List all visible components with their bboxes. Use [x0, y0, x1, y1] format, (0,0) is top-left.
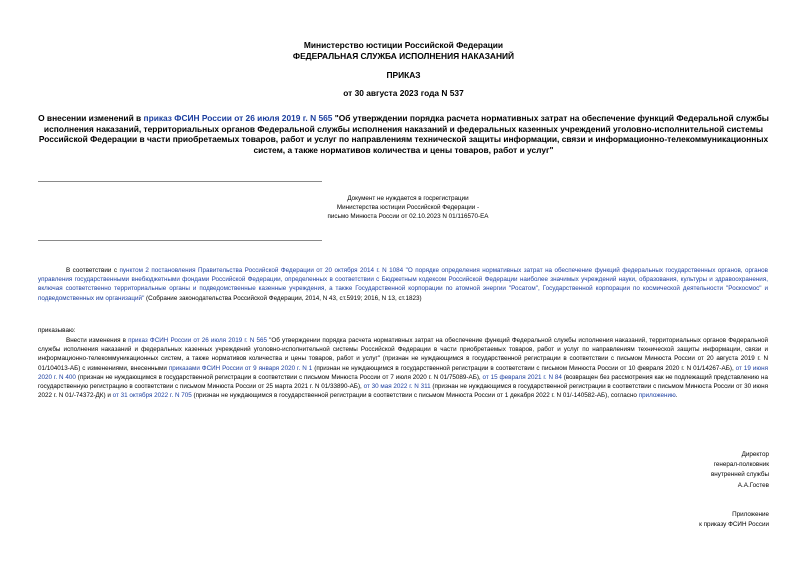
- decree-title-link[interactable]: "О порядке определения нормативных затрат на обеспечение функций федеральных государственных органов, органов управления государственными внебюджетными фондами Российской Федерации, определенных в соответствии с Бюджетным кодексом Российской Федерации наиболее значимых учреждений науки, образования, культуры и здравоохранения, включая соответственно территориальные органы и подведомственные казенные учреждения, а также Государственной корпорации по атомной энергии "Росатом", Государственной корпорации по космической деятельности "Роскосмос" и подведомственных им организаций": [38, 267, 768, 302]
- title-rest: "Об утверждении порядка расчета нормативных затрат на обеспечение функций Федеральной службы исполнения наказаний, территориальных органов Федеральной службы исполнения наказаний и федеральных казенных учреждений уголовно-исполнительной системы Российской Федерации в части приобретаемых товаров, работ и услуг по направлениям технической защиты информации, связи и информационно-телекоммуникационных систем, а также нормативов количества и цены товаров, работ и услуг": [38, 113, 769, 155]
- paragraph-text: (возвращен без рассмотрения как не подлежащий представлению на государственную регистрацию в соответствии с письмом Минюста России от 25 марта 2021 г. N 01/33890-АБ),: [38, 373, 768, 391]
- service-name: ФЕДЕРАЛЬНАЯ СЛУЖБА ИСПОЛНЕНИЯ НАКАЗАНИЙ: [292, 51, 515, 61]
- paragraph-text: (признан не нуждающимся в государственной регистрации в соответствии с письмом Минюста России от 30 июня 2022 г. N 01/-74372-ДК) и: [38, 383, 768, 400]
- registration-note: [288, 194, 528, 222]
- order-705-link[interactable]: от 31 октября 2022 г. N 705: [112, 392, 192, 400]
- decree-link[interactable]: пунктом 2 постановления Правительства Российской Федерации от 20 октября 2014 г. N 1084: [119, 267, 404, 274]
- order-84-link[interactable]: от 15 февраля 2021 г. N 84: [482, 373, 562, 381]
- signature-position: Директор: [741, 451, 769, 458]
- ministry-name: Министерство юстиции Российской Федерации: [303, 40, 504, 50]
- paragraph-text: (признан не нуждающимся в государственной регистрации в соответствии с письмом Минюста России от 1 декабря 2022 г. N 01/-140582-АБ), согласно: [191, 392, 639, 400]
- title-prefix: О внесении изменений в: [38, 113, 144, 123]
- paragraph-text: (признан не нуждающимся в государственной регистрации в соответствии с письмом Минюста России от 7 июля 2020 г. N 01/75089-АБ),: [75, 373, 483, 381]
- order-word: приказываю:: [38, 327, 76, 334]
- signature-rank: генерал-полковник: [713, 461, 769, 469]
- paragraph-text: (Собрание законодательства Российской Федерации, 2014, N 43, ст.5919; 2016, N 13, ст.1823): [144, 294, 422, 302]
- divider-bottom: [38, 240, 322, 241]
- appendix-label: Приложение: [732, 511, 769, 518]
- title-order-link[interactable]: приказ ФСИН России от 26 июля 2019 г. N 565: [143, 113, 333, 123]
- signature-block: [711, 450, 769, 491]
- paragraph-text: В соответствии с: [66, 267, 120, 274]
- appendix-block: [699, 510, 769, 530]
- registration-note-line: Документ не нуждается в госрегистрации: [347, 195, 469, 202]
- registration-note-line: письмо Минюста России от 02.10.2023 N 01/116570-ЕА: [327, 213, 489, 221]
- paragraph-text: (признан не нуждающимся в государственной регистрации в соответствии с письмом Минюста России от 10 февраля 2020 г. N 01/14267-АБ),: [312, 364, 736, 372]
- order-paragraph: [38, 336, 768, 400]
- registration-note-line: Министерства юстиции Российской Федерации -: [336, 204, 480, 212]
- divider-top: [38, 181, 322, 182]
- paragraph-text: "Об утверждении порядка расчета нормативных затрат на обеспечение функций Федеральной службы исполнения наказаний, территориальных органов Федеральной службы исполнения наказаний и федеральных казенных учреждений уголовно-исполнительной системы Российской Федерации в части приобретаемых товаров, работ и услуг по направлениям технической защиты информации, связи и информационно-телекоммуникационных систем, а также нормативов количества и цены товаров, работ и услуг" (признан не нуждающимся в государственной регистрации в соответствии с письмом Минюста России от 20 августа 2019 г. N 01/104013-АБ) с изменениями, внесенными: [38, 337, 768, 372]
- order-400-link[interactable]: от 19 июня 2020 г. N 400: [38, 364, 768, 381]
- signature-name: А.А.Гостев: [737, 481, 769, 489]
- order-565-link[interactable]: приказ ФСИН России от 26 июля 2019 г. N 565: [128, 337, 267, 344]
- paragraph-text: Внести изменения в: [66, 337, 129, 344]
- document-date-number: от 30 августа 2023 года N 537: [343, 88, 464, 98]
- preamble-paragraph: [38, 266, 768, 303]
- appendix-link[interactable]: приложению: [638, 392, 676, 400]
- document-type: ПРИКАЗ: [386, 70, 421, 80]
- paragraph-text: .: [675, 392, 678, 400]
- appendix-ref: к приказу ФСИН России: [699, 521, 769, 529]
- document-title: [30, 113, 777, 155]
- order-311-link[interactable]: от 30 мая 2022 г. N 311: [363, 383, 431, 391]
- order-1-link[interactable]: приказами ФСИН России от 9 января 2020 г. N 1: [168, 364, 313, 372]
- signature-service: внутренней службы: [710, 471, 769, 479]
